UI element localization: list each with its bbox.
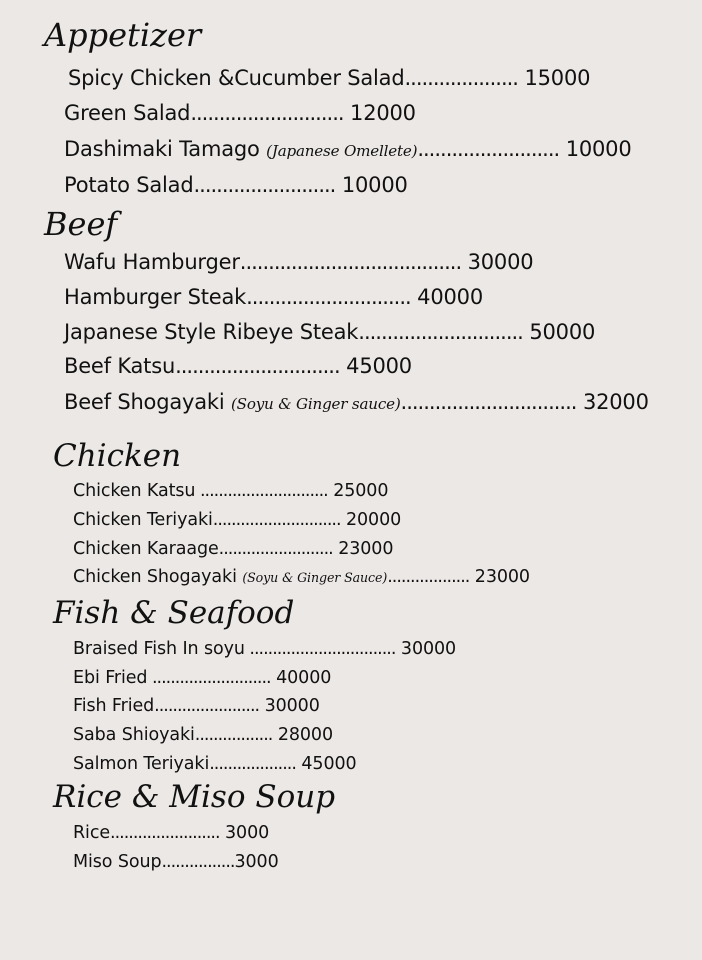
menu-item	[73, 639, 456, 659]
item-dots: ........................	[110, 823, 220, 843]
item-price: 23000	[474, 567, 530, 587]
item-name: Rice	[73, 823, 111, 843]
menu-item	[64, 173, 408, 197]
item-price: 40000	[276, 668, 332, 688]
item-price: 20000	[345, 510, 402, 530]
item-dots: .........................	[193, 173, 336, 197]
item-dots: ...................	[209, 754, 296, 774]
item-name: Spicy Chicken &Cucumber Salad	[68, 66, 405, 90]
item-dots: ...........................	[190, 101, 344, 125]
item-dots: ...............................	[400, 390, 577, 414]
item-name: Braised Fish In soyu	[73, 639, 245, 659]
item-note: (Japanese Omellete)	[266, 142, 418, 160]
menu-item	[64, 137, 632, 161]
item-name: Salmon Teriyaki	[73, 754, 210, 774]
item-name: Saba Shioyaki	[73, 725, 195, 745]
item-price: 30000	[400, 639, 457, 659]
item-name: Chicken Shogayaki	[73, 567, 237, 587]
item-name: Chicken Katsu	[73, 481, 196, 501]
item-name: Miso Soup	[73, 852, 162, 872]
item-price: 45000	[301, 754, 357, 774]
item-name: Fish Fried	[73, 696, 155, 716]
menu-item	[64, 101, 416, 125]
item-name: Chicken Karaage	[73, 539, 219, 559]
item-name: Japanese Style Ribeye Steak	[64, 320, 359, 344]
item-price: 10000	[565, 137, 632, 161]
item-price: 15000	[524, 66, 591, 90]
item-price: 30000	[467, 250, 534, 274]
item-dots: ............................	[195, 481, 328, 501]
item-note: (Soyu & Ginger Sauce)	[242, 570, 388, 585]
menu-item	[73, 668, 331, 688]
item-price: 30000	[264, 696, 320, 716]
item-price: 10000	[341, 173, 408, 197]
item-price: 25000	[333, 481, 389, 501]
item-name: Wafu Hamburger	[64, 250, 240, 274]
section-title-chicken: Chicken	[53, 438, 182, 474]
item-name: Green Salad	[64, 101, 191, 125]
item-price: 45000	[346, 354, 412, 378]
item-dots: .........................	[417, 137, 560, 161]
item-dots: ....................	[404, 66, 518, 90]
item-dots: ............................	[212, 510, 341, 530]
item-dots: ..................	[387, 567, 470, 587]
menu-item	[73, 823, 269, 843]
item-price: 23000	[338, 539, 394, 559]
menu-item	[73, 696, 320, 716]
item-dots: .......................	[154, 696, 260, 716]
section-title-appetizer: Appetizer	[44, 16, 202, 54]
section-title-rice-miso: Rice & Miso Soup	[53, 779, 336, 815]
item-price: 40000	[417, 285, 483, 309]
menu-item	[73, 539, 393, 559]
menu-item	[73, 510, 401, 530]
menu-item	[64, 354, 412, 378]
item-name: Ebi Fried	[73, 668, 148, 688]
menu-item	[73, 852, 279, 872]
item-price: 32000	[582, 390, 649, 414]
item-dots: .............................	[246, 285, 411, 309]
item-name: Chicken Teriyaki	[73, 510, 213, 530]
item-price: 50000	[529, 320, 596, 344]
section-title-fish-seafood: Fish & Seafood	[53, 595, 295, 631]
menu-item	[64, 390, 649, 414]
item-name: Dashimaki Tamago	[64, 137, 260, 161]
item-price: 3000	[225, 823, 270, 843]
item-dots: .......................................	[239, 250, 462, 274]
menu-item	[64, 250, 533, 274]
item-dots: ................	[161, 852, 235, 872]
item-dots: .................	[194, 725, 273, 745]
menu-item	[73, 481, 388, 501]
menu-item	[73, 567, 530, 587]
item-name: Beef Katsu	[64, 354, 176, 378]
item-name: Hamburger Steak	[64, 285, 247, 309]
section-title-beef: Beef	[44, 205, 118, 243]
item-dots: .............................	[358, 320, 523, 344]
item-name: Potato Salad	[64, 173, 194, 197]
menu-item	[64, 285, 483, 309]
item-dots: ..........................	[147, 668, 271, 688]
item-price: 12000	[350, 101, 416, 125]
menu-item	[73, 754, 357, 774]
menu-item	[64, 320, 595, 344]
item-name: Beef Shogayaki	[64, 390, 225, 414]
menu-item	[68, 66, 590, 90]
item-price: 28000	[277, 725, 333, 745]
item-dots: .........................	[218, 539, 333, 559]
item-dots: ................................	[244, 639, 396, 659]
item-price: 3000	[234, 852, 279, 872]
menu-item	[73, 725, 333, 745]
item-note: (Soyu & Ginger sauce)	[230, 395, 401, 413]
item-dots: .............................	[175, 354, 340, 378]
